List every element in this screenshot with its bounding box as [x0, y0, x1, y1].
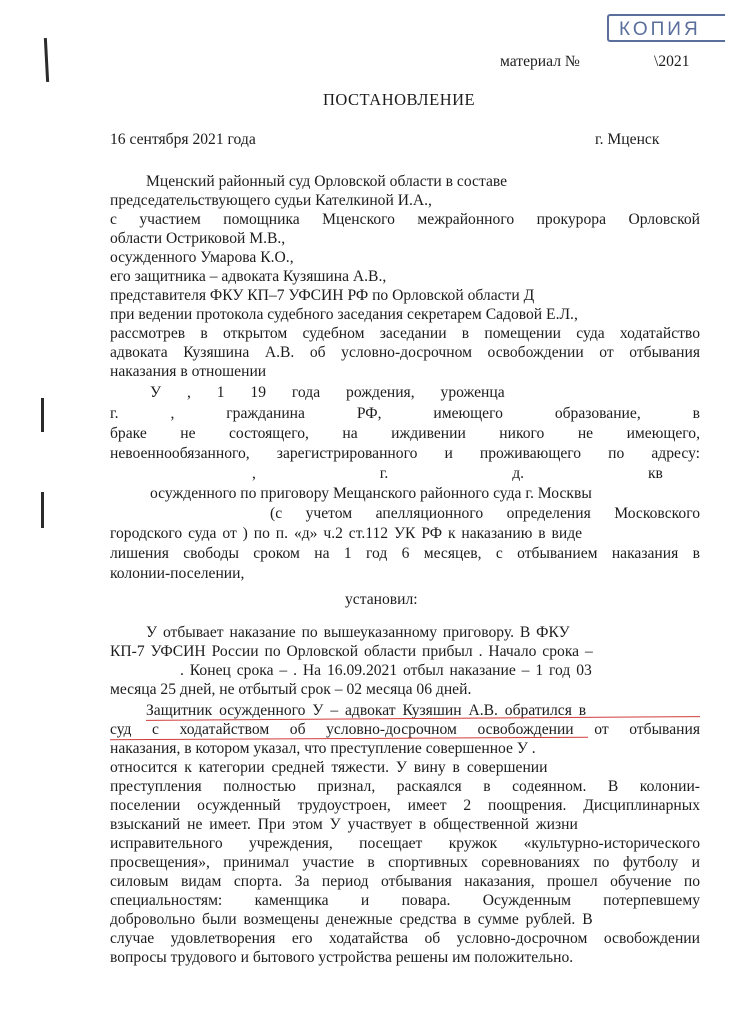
- body-line: случае удовлетворения его ходатайства об условно-досрочном освобождении: [110, 930, 700, 947]
- copy-stamp: КОПИЯ: [607, 14, 725, 42]
- body-line: У , 1 19 года рождения, уроженца: [150, 384, 505, 401]
- body-line: адвоката Кузяшина А.В. об условно-досрочном освобождении от отбывания: [110, 344, 700, 361]
- document-date: 16 сентября 2021 года: [110, 131, 256, 148]
- body-line: взысканий не имеет. При этом У участвует в общественной жизни: [110, 816, 578, 833]
- body-line: суд с ходатайством об условно-досрочном освобождении от отбывания: [110, 721, 700, 738]
- material-label: материал №: [500, 53, 580, 70]
- body-line: представителя ФКУ КП–7 УФСИН РФ по Орловской области Д: [110, 287, 535, 304]
- body-line: осужденного по приговору Мещанского районного суда г. Москвы: [150, 485, 592, 502]
- body-line: области Остриковой М.В.,: [110, 230, 286, 247]
- body-line: месяца 25 дней, не отбытый срок – 02 месяца 06 дней.: [110, 681, 472, 698]
- document-city: г. Мценск: [595, 131, 660, 148]
- body-line: . Конец срока – . На 16.09.2021 отбыл наказание – 1 год 03: [180, 662, 592, 679]
- body-line: колонии-поселении,: [110, 565, 245, 582]
- scan-mark-lower: [41, 492, 44, 528]
- body-line: его защитника – адвоката Кузяшина А.В.,: [110, 268, 387, 285]
- page-title: ПОСТАНОВЛЕНИЕ: [323, 90, 476, 109]
- body-line: с участием помощника Мценского межрайонного прокурора Орловской: [110, 211, 700, 228]
- body-line: рассмотрев в открытом судебном заседании в помещении суда ходатайство: [110, 325, 700, 342]
- section-heading: установил:: [345, 591, 418, 608]
- body-line: , г. д. кв: [252, 465, 663, 482]
- body-line: КП-7 УФСИН России по Орловской области прибыл . Начало срока –: [110, 643, 593, 660]
- body-line: председательствующего судьи Кателкиной И.А.,: [110, 192, 432, 209]
- body-line: преступления полностью признал, раскаялся в содеянном. В колонии-: [110, 778, 700, 795]
- body-line: браке не состоящего, на иждивении никого не имеющего,: [110, 425, 700, 442]
- body-line: исправительного учреждения, посещает кружок «культурно-исторического: [110, 835, 700, 852]
- body-line: силовым видам спорта. За период отбывания наказания, прошел обучение по: [110, 873, 700, 890]
- body-line: поселении осужденный трудоустроен, имеет 2 поощрения. Дисциплинарных: [110, 797, 700, 814]
- body-line: городского суда от ) по п. «д» ч.2 ст.112 УК РФ к наказанию в виде: [110, 525, 583, 542]
- body-line: Защитник осужденного У – адвокат Кузяшин А.В. обратился в: [146, 702, 587, 719]
- body-line: при ведении протокола судебного заседания секретарем Садовой Е.Л.,: [110, 306, 578, 323]
- body-line: относится к категории средней тяжести. У вину в совершении: [110, 759, 548, 776]
- body-line: наказания, в котором указал, что преступление совершенное У .: [110, 740, 536, 757]
- body-line: У отбывает наказание по вышеуказанному приговору. В ФКУ: [146, 624, 570, 641]
- body-line: Мценский районный суд Орловской области в составе: [146, 173, 508, 190]
- body-line: просвещения», принимал участие в спортивных соревнованиях по футболу и: [110, 854, 700, 871]
- material-year: \2021: [654, 53, 690, 70]
- body-line: специальностям: каменщика и повара. Осужденным потерпевшему: [110, 892, 700, 909]
- body-line: добровольно были возмещены денежные средства в сумме рублей. В: [110, 911, 593, 928]
- body-line: вопросы трудового и бытового устройства решены им положительно.: [110, 949, 574, 966]
- body-line: невоеннообязанного, зарегистрированного и проживающего по адресу:: [110, 445, 700, 462]
- body-line: лишения свободы сроком на 1 год 6 месяцев, с отбыванием наказания в: [110, 545, 700, 562]
- scan-mark-top: [44, 38, 49, 82]
- body-line: наказания в отношении: [110, 363, 267, 380]
- body-line: г. , гражданина РФ, имеющего образование, в: [110, 405, 700, 422]
- scan-mark-middle: [41, 398, 44, 432]
- body-line: осужденного Умарова К.О.,: [110, 249, 294, 266]
- body-line: (с учетом апелляционного определения Московского: [270, 505, 700, 522]
